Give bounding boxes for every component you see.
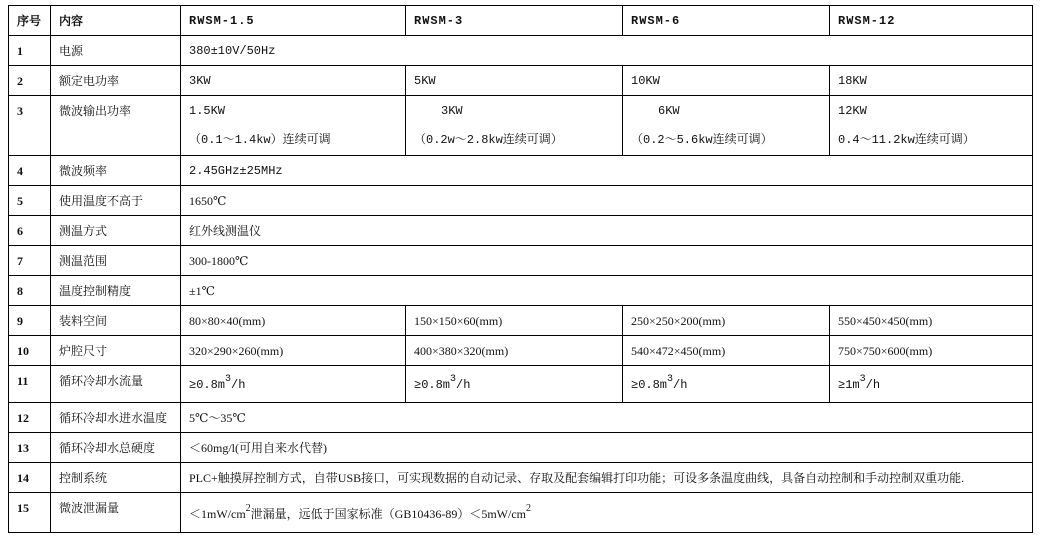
output-power-value: 6KW [658, 104, 680, 118]
row-seq: 5 [9, 186, 51, 216]
row-seq: 1 [9, 36, 51, 66]
load-space-value: 80×80×40(mm) [181, 306, 406, 336]
table-row [9, 96, 1033, 156]
rated-power-value: 18KW [830, 66, 1033, 96]
header-item: 内容 [51, 6, 181, 36]
row-item: 循环冷却水进水温度 [51, 403, 181, 433]
row-seq: 8 [9, 276, 51, 306]
table-row [9, 66, 1033, 96]
table-row [9, 156, 1033, 186]
output-power-value: 1.5KW [189, 104, 226, 118]
row-item: 额定电功率 [51, 66, 181, 96]
water-flow-exponent: 3 [667, 374, 674, 385]
row-item: 测温方式 [51, 216, 181, 246]
water-flow-exponent: 3 [450, 374, 457, 385]
control-accuracy-value: ±1℃ [181, 276, 1033, 306]
table-row [9, 403, 1033, 433]
row-item: 循环冷却水总硬度 [51, 433, 181, 463]
water-flow-value [406, 366, 623, 403]
row-seq: 13 [9, 433, 51, 463]
max-temperature-value: 1650℃ [181, 186, 1033, 216]
measurement-method-value: 红外线测温仪 [181, 216, 1033, 246]
output-power-value: 12KW [838, 104, 867, 118]
header-model-rwsm-3: RWSM-3 [406, 6, 623, 36]
leakage-text-1: ＜1mW/cm [189, 507, 246, 521]
water-flow-text: ≥0.8m [414, 378, 451, 392]
water-flow-unit: /h [456, 378, 471, 392]
rated-power-value: 10KW [623, 66, 830, 96]
output-power-cell [830, 96, 1033, 156]
row-item: 使用温度不高于 [51, 186, 181, 216]
leakage-text-2: 泄漏量，远低于国家标准（GB10436-89）＜5mW/cm [250, 507, 526, 521]
row-item: 循环冷却水流量 [51, 366, 181, 403]
row-item: 微波输出功率 [51, 96, 181, 156]
water-flow-text: ≥1m [838, 378, 860, 392]
row-item: 装料空间 [51, 306, 181, 336]
inlet-water-temp-value: 5℃～35℃ [181, 403, 1033, 433]
water-flow-text: ≥0.8m [631, 378, 668, 392]
leakage-exponent-2: 2 [525, 503, 531, 514]
table-row [9, 36, 1033, 66]
row-seq: 4 [9, 156, 51, 186]
row-item: 炉腔尺寸 [51, 336, 181, 366]
table-row [9, 336, 1033, 366]
row-seq: 10 [9, 336, 51, 366]
table-row [9, 246, 1033, 276]
output-power-cell [406, 96, 623, 156]
table-row [9, 463, 1033, 493]
water-flow-value [181, 366, 406, 403]
chamber-size-value: 400×380×320(mm) [406, 336, 623, 366]
measurement-range-value: 300-1800℃ [181, 246, 1033, 276]
row-seq: 15 [9, 493, 51, 533]
table-header-row [9, 6, 1033, 36]
output-power-range: 0.4～11.2kw连续可调） [838, 133, 975, 147]
load-space-value: 250×250×200(mm) [623, 306, 830, 336]
table-row [9, 366, 1033, 403]
chamber-size-value: 540×472×450(mm) [623, 336, 830, 366]
header-seq: 序号 [9, 6, 51, 36]
table-row [9, 216, 1033, 246]
water-flow-exponent: 3 [859, 374, 866, 385]
output-power-range: （0.1～1.4kw）连续可调 [189, 133, 331, 147]
row-seq: 6 [9, 216, 51, 246]
table-row [9, 433, 1033, 463]
control-system-value: PLC+触摸屏控制方式，自带USB接口，可实现数据的自动记录、存取及配套编辑打印功能；可设多条温度曲线，具备自动控制和手动控制双重功能. [181, 463, 1033, 493]
row-seq: 7 [9, 246, 51, 276]
row-seq: 3 [9, 96, 51, 156]
header-model-rwsm-1-5: RWSM-1.5 [181, 6, 406, 36]
water-flow-value [623, 366, 830, 403]
table-row [9, 306, 1033, 336]
chamber-size-value: 750×750×600(mm) [830, 336, 1033, 366]
power-supply-value: 380±10V/50Hz [181, 36, 1033, 66]
spec-table [8, 5, 1033, 533]
row-item: 微波频率 [51, 156, 181, 186]
load-space-value: 550×450×450(mm) [830, 306, 1033, 336]
output-power-range: （0.2w～2.8kw连续可调） [414, 133, 563, 147]
water-flow-unit: /h [231, 378, 246, 392]
leakage-exponent-1: 2 [245, 503, 251, 514]
output-power-cell [181, 96, 406, 156]
row-seq: 12 [9, 403, 51, 433]
water-flow-value [830, 366, 1033, 403]
header-model-rwsm-12: RWSM-12 [830, 6, 1033, 36]
output-power-value: 3KW [441, 104, 463, 118]
output-power-range: （0.2～5.6kw连续可调） [631, 133, 773, 147]
chamber-size-value: 320×290×260(mm) [181, 336, 406, 366]
table-row [9, 186, 1033, 216]
header-model-rwsm-6: RWSM-6 [623, 6, 830, 36]
table-row [9, 276, 1033, 306]
rated-power-value: 3KW [181, 66, 406, 96]
row-item: 温度控制精度 [51, 276, 181, 306]
row-seq: 9 [9, 306, 51, 336]
water-flow-text: ≥0.8m [189, 378, 226, 392]
water-flow-unit: /h [673, 378, 688, 392]
water-flow-unit: /h [865, 378, 881, 392]
microwave-leakage-value [181, 493, 1033, 533]
output-power-cell [623, 96, 830, 156]
row-item: 控制系统 [51, 463, 181, 493]
frequency-value: 2.45GHz±25MHz [181, 156, 1033, 186]
row-seq: 11 [9, 366, 51, 403]
row-item: 电源 [51, 36, 181, 66]
row-seq: 2 [9, 66, 51, 96]
rated-power-value: 5KW [406, 66, 623, 96]
water-flow-exponent: 3 [225, 374, 232, 385]
table-row [9, 493, 1033, 533]
row-seq: 14 [9, 463, 51, 493]
load-space-value: 150×150×60(mm) [406, 306, 623, 336]
row-item: 测温范围 [51, 246, 181, 276]
row-item: 微波泄漏量 [51, 493, 181, 533]
water-hardness-value: ＜60mg/l(可用自来水代替) [181, 433, 1033, 463]
